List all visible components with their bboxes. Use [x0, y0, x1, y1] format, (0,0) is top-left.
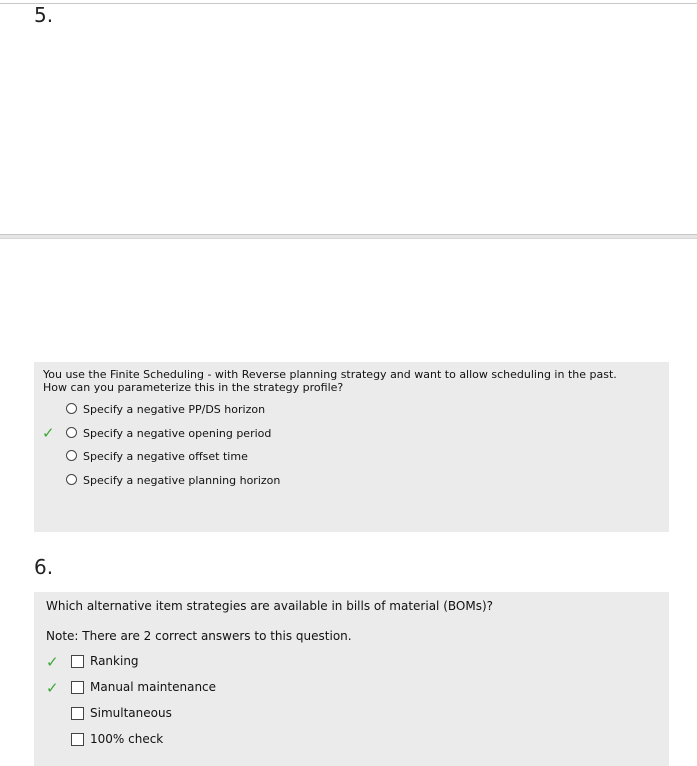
q5-option-3-label: Specify a negative offset time	[83, 449, 248, 463]
q6-option-4-checkbox[interactable]	[71, 733, 84, 746]
question-6-number: 6.	[34, 555, 54, 579]
top-divider	[0, 3, 697, 4]
q5-option-2-label: Specify a negative opening period	[83, 426, 272, 440]
q5-option-4-label: Specify a negative planning horizon	[83, 473, 281, 487]
q6-option-2-checkbox[interactable]	[71, 681, 84, 694]
q6-option-3-label: Simultaneous	[90, 706, 172, 720]
q5-option-1-radio[interactable]	[66, 403, 77, 414]
check-mark-icon: ✓	[46, 679, 59, 697]
question-5-text	[43, 368, 663, 394]
q6-option-4-label: 100% check	[90, 732, 164, 746]
question-5-number: 5.	[34, 3, 54, 27]
check-mark-icon: ✓	[42, 424, 55, 442]
question-6-text: Which alternative item strategies are available in bills of material (BOMs)?	[46, 599, 493, 613]
q5-option-4-radio[interactable]	[66, 474, 77, 485]
q6-option-2-label: Manual maintenance	[90, 680, 217, 694]
q6-option-1-checkbox[interactable]	[71, 655, 84, 668]
q6-option-1-label: Ranking	[90, 654, 139, 668]
q6-option-3-checkbox[interactable]	[71, 707, 84, 720]
section-divider	[0, 234, 697, 239]
q5-option-3-radio[interactable]	[66, 450, 77, 461]
question-6-note: Note: There are 2 correct answers to this question.	[46, 629, 352, 643]
check-mark-icon: ✓	[46, 653, 59, 671]
q5-option-1-label: Specify a negative PP/DS horizon	[83, 402, 266, 416]
question-5-line-2: How can you parameterize this in the strategy profile?	[43, 381, 344, 394]
q5-option-2-radio[interactable]	[66, 427, 77, 438]
question-5-line-1: You use the Finite Scheduling - with Reverse planning strategy and want to allow scheduling in the past.	[43, 368, 617, 381]
